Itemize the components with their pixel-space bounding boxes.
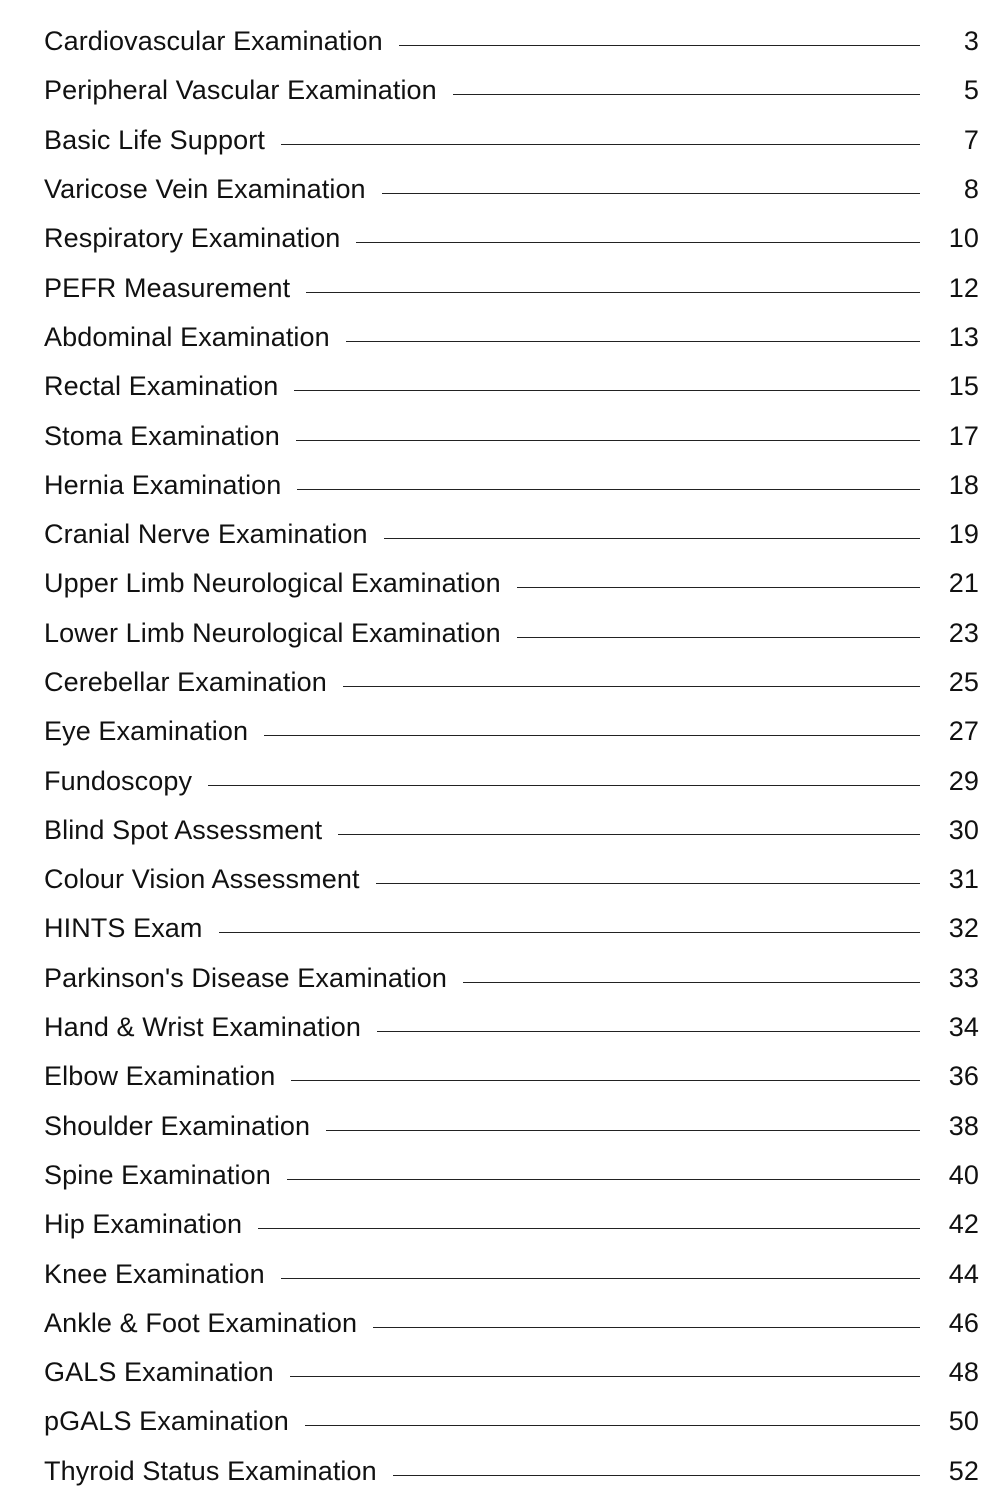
toc-entry[interactable] bbox=[44, 116, 979, 165]
toc-entry-page-number: 21 bbox=[948, 568, 979, 599]
toc-leader-line bbox=[463, 982, 920, 983]
toc-entry[interactable] bbox=[44, 707, 979, 756]
toc-entry-title: Parkinson's Disease Examination bbox=[44, 962, 447, 993]
toc-leader-line bbox=[306, 292, 920, 293]
toc-leader-line bbox=[399, 45, 920, 46]
toc-leader-line bbox=[208, 785, 920, 786]
toc-entry-title: Ankle & Foot Examination bbox=[44, 1307, 358, 1338]
toc-entry-page-number: 8 bbox=[963, 174, 979, 205]
toc-entry-title: Peripheral Vascular Examination bbox=[44, 75, 437, 106]
toc-leader-line bbox=[343, 686, 920, 687]
toc-leader-line bbox=[338, 834, 920, 835]
toc-entry[interactable] bbox=[44, 1200, 979, 1249]
toc-entry-page-number: 17 bbox=[948, 420, 979, 451]
toc-entry[interactable] bbox=[44, 559, 979, 608]
toc-entry-title: Eye Examination bbox=[44, 716, 249, 747]
toc-entry[interactable] bbox=[44, 756, 979, 805]
toc-entry-page-number: 44 bbox=[948, 1258, 979, 1289]
toc-leader-line bbox=[291, 1080, 920, 1081]
toc-entry-title: Spine Examination bbox=[44, 1159, 271, 1190]
toc-entry-page-number: 10 bbox=[948, 223, 979, 254]
toc-leader-line bbox=[305, 1425, 920, 1426]
toc-entry-page-number: 40 bbox=[948, 1159, 979, 1190]
toc-leader-line bbox=[382, 193, 920, 194]
toc-leader-line bbox=[290, 1376, 920, 1377]
toc-entry-page-number: 3 bbox=[963, 26, 979, 57]
toc-leader-line bbox=[377, 1031, 920, 1032]
toc-entry-page-number: 33 bbox=[948, 962, 979, 993]
toc-leader-line bbox=[219, 932, 920, 933]
toc-entry-page-number: 18 bbox=[948, 469, 979, 500]
toc-leader-line bbox=[294, 390, 920, 391]
toc-entry-title: HINTS Exam bbox=[44, 913, 203, 944]
toc-entry[interactable] bbox=[44, 461, 979, 510]
toc-entry-page-number: 42 bbox=[948, 1209, 979, 1240]
toc-leader-line bbox=[346, 341, 920, 342]
toc-leader-line bbox=[297, 489, 920, 490]
toc-entry-title: Shoulder Examination bbox=[44, 1110, 311, 1141]
toc-leader-line bbox=[287, 1179, 920, 1180]
toc-entry-page-number: 19 bbox=[948, 519, 979, 550]
toc-entry-title: Knee Examination bbox=[44, 1258, 265, 1289]
toc-entry-page-number: 32 bbox=[948, 913, 979, 944]
toc-entry[interactable] bbox=[44, 609, 979, 658]
toc-entry[interactable] bbox=[44, 855, 979, 904]
toc-entry[interactable] bbox=[44, 904, 979, 953]
toc-entry-title: pGALS Examination bbox=[44, 1406, 289, 1437]
toc-entry-page-number: 29 bbox=[948, 765, 979, 796]
toc-entry[interactable] bbox=[44, 1102, 979, 1151]
toc-entry-page-number: 5 bbox=[963, 75, 979, 106]
toc-entry[interactable] bbox=[44, 1249, 979, 1298]
toc-entry-title: Colour Vision Assessment bbox=[44, 864, 360, 895]
toc-entry-title: Fundoscopy bbox=[44, 765, 193, 796]
toc-entry-title: Hip Examination bbox=[44, 1209, 243, 1240]
toc-entry-page-number: 50 bbox=[948, 1406, 979, 1437]
toc-entry-title: Stoma Examination bbox=[44, 420, 280, 451]
toc-entry-title: Hand & Wrist Examination bbox=[44, 1012, 362, 1043]
toc-entry-title: Hernia Examination bbox=[44, 469, 282, 500]
toc-entry[interactable] bbox=[44, 263, 979, 312]
toc-entry-title: Abdominal Examination bbox=[44, 321, 330, 352]
toc-entry[interactable] bbox=[44, 510, 979, 559]
toc-leader-line bbox=[384, 538, 920, 539]
toc-entry-title: Thyroid Status Examination bbox=[44, 1455, 377, 1486]
toc-entry-title: Blind Spot Assessment bbox=[44, 814, 323, 845]
toc-entry[interactable] bbox=[44, 1397, 979, 1446]
toc-entry-page-number: 27 bbox=[948, 716, 979, 747]
toc-entry-page-number: 15 bbox=[948, 371, 979, 402]
toc-entry[interactable] bbox=[44, 411, 979, 460]
toc-entry[interactable] bbox=[44, 1052, 979, 1101]
toc-entry-page-number: 30 bbox=[948, 814, 979, 845]
toc-entry-title: Rectal Examination bbox=[44, 371, 279, 402]
toc-entry-title: PEFR Measurement bbox=[44, 272, 291, 303]
toc-entry[interactable] bbox=[44, 214, 979, 263]
toc-entry[interactable] bbox=[44, 17, 979, 66]
toc-entry-page-number: 38 bbox=[948, 1110, 979, 1141]
toc-leader-line bbox=[393, 1475, 920, 1476]
toc-leader-line bbox=[517, 637, 920, 638]
toc-entry[interactable] bbox=[44, 954, 979, 1003]
toc-leader-line bbox=[356, 242, 920, 243]
toc-entry-page-number: 48 bbox=[948, 1357, 979, 1388]
toc-entry[interactable] bbox=[44, 362, 979, 411]
toc-entry-page-number: 13 bbox=[948, 321, 979, 352]
toc-entry-title: Cardiovascular Examination bbox=[44, 26, 383, 57]
toc-entry-page-number: 25 bbox=[948, 667, 979, 697]
toc-entry[interactable] bbox=[44, 658, 979, 707]
toc-entry[interactable] bbox=[44, 1299, 979, 1348]
toc-entry-title: Basic Life Support bbox=[44, 124, 265, 155]
toc-entry-page-number: 31 bbox=[948, 864, 979, 895]
toc-leader-line bbox=[326, 1130, 920, 1131]
toc-entry-title: Cerebellar Examination bbox=[44, 667, 327, 697]
toc-leader-line bbox=[258, 1228, 920, 1229]
toc-entry[interactable] bbox=[44, 165, 979, 214]
toc-entry-page-number: 52 bbox=[948, 1455, 979, 1486]
toc-entry-title: Elbow Examination bbox=[44, 1061, 276, 1092]
toc-leader-line bbox=[281, 1278, 920, 1279]
toc-entry-title: Respiratory Examination bbox=[44, 223, 341, 254]
toc-entry-page-number: 12 bbox=[948, 272, 979, 303]
toc-entry[interactable] bbox=[44, 806, 979, 855]
toc-entry[interactable] bbox=[44, 66, 979, 115]
toc-leader-line bbox=[373, 1327, 920, 1328]
toc-entry-page-number: 46 bbox=[948, 1307, 979, 1338]
toc-entry[interactable] bbox=[44, 313, 979, 362]
toc-leader-line bbox=[264, 735, 920, 736]
toc-entry-page-number: 34 bbox=[948, 1012, 979, 1043]
toc-leader-line bbox=[453, 94, 920, 95]
toc-leader-line bbox=[296, 440, 920, 441]
toc-entry-page-number: 36 bbox=[948, 1061, 979, 1092]
toc-entry-page-number: 23 bbox=[948, 617, 979, 648]
toc-entry[interactable] bbox=[44, 1447, 979, 1496]
toc-entry-page-number: 7 bbox=[963, 124, 979, 155]
toc-entry-title: Varicose Vein Examination bbox=[44, 174, 366, 205]
toc-entry[interactable] bbox=[44, 1348, 979, 1397]
toc-leader-line bbox=[517, 587, 920, 588]
table-of-contents bbox=[44, 17, 979, 1496]
toc-entry-title: Cranial Nerve Examination bbox=[44, 519, 368, 550]
toc-entry-title: GALS Examination bbox=[44, 1357, 274, 1388]
toc-entry-title: Upper Limb Neurological Examination bbox=[44, 568, 501, 599]
toc-entry[interactable] bbox=[44, 1151, 979, 1200]
toc-entry[interactable] bbox=[44, 1003, 979, 1052]
toc-leader-line bbox=[281, 144, 920, 145]
toc-entry-title: Lower Limb Neurological Examination bbox=[44, 617, 501, 648]
toc-leader-line bbox=[376, 883, 920, 884]
